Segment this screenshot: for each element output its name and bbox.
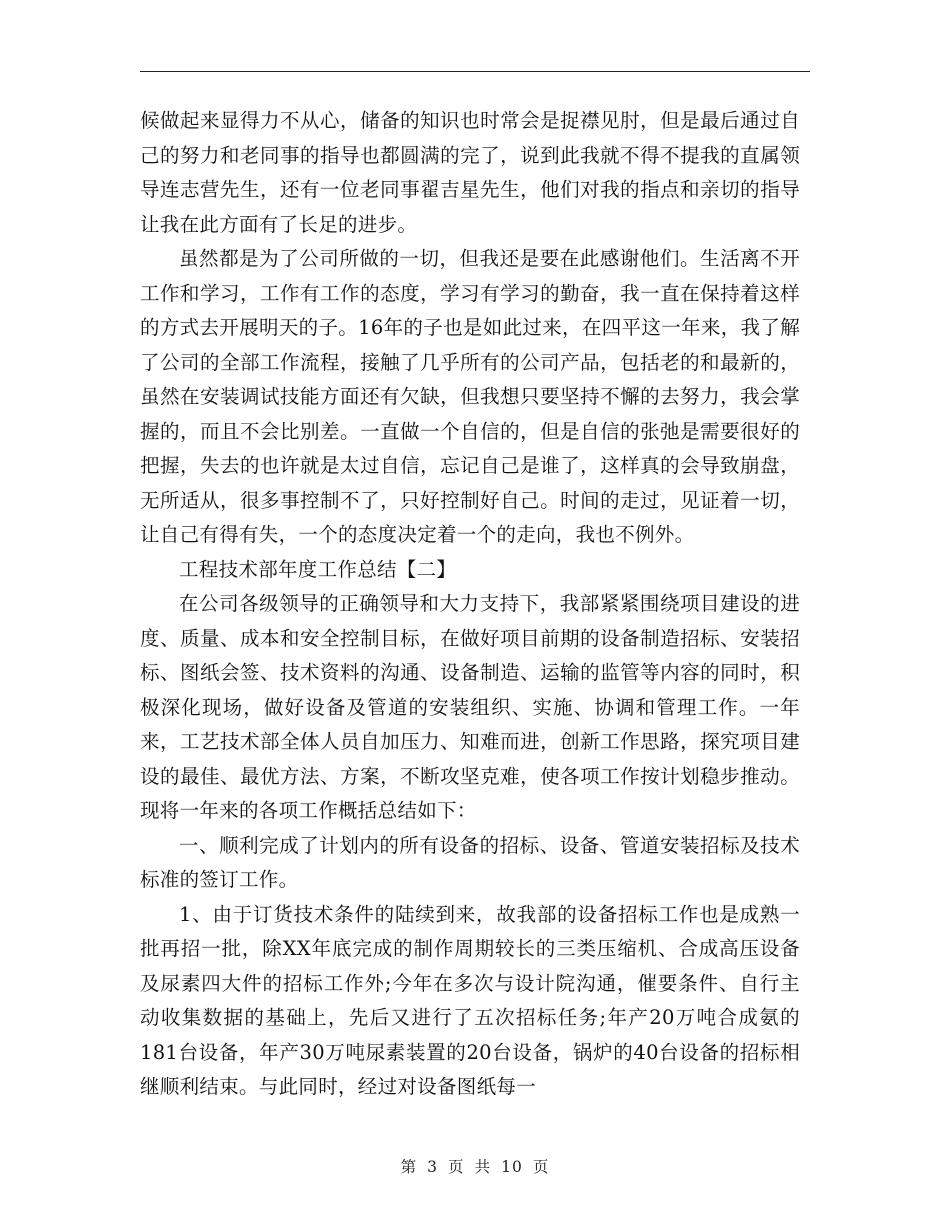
page-number-current: 3 — [427, 1158, 439, 1176]
page-number-total: 10 — [501, 1158, 523, 1176]
footer-suffix: 页 — [532, 1158, 550, 1176]
footer-total-prefix: 共 — [474, 1158, 492, 1176]
section-heading: 工程技术部年度工作总结【二】 — [179, 557, 457, 581]
paragraph-2: 虽然都是为了公司所做的一切，但我还是要在此感谢他们。生活离不开工作和学习，工作有工作的态度，学习有学习的勤奋，我一直在保持着这样的方式去开展明天的子。16年的子也是如此过来，在四平这一年来，我了解了公司的全部工作流程，接触了几乎所有的公司产品，包括老的和最新的，虽然在安装调试技能方面还有欠缺，但我想只要坚持不懈的去努力，我会掌握的，而且不会比别差。一直做一个自信的，但是自信的张弛是需要很好的把握，失去的也许就是太过自信，忘记自己是谁了，这样真的会导致崩盘，无所适从，很多事控制不了，只好控制好自己。时间的走过，见证着一切，让自己有得有失，一个的态度决定着一个的走向，我也不例外。 — [140, 247, 800, 546]
paragraph-4: 一、顺利完成了计划内的所有设备的招标、设备、管道安装招标及技术标准的签订工作。 — [140, 833, 800, 891]
header-rule — [140, 71, 810, 72]
footer-prefix: 第 — [400, 1158, 418, 1176]
document-body — [140, 104, 800, 1105]
paragraph-3: 在公司各级领导的正确领导和大力支持下，我部紧紧围绕项目建设的进度、质量、成本和安全控制目标，在做好项目前期的设备制造招标、安装招标、图纸会签、技术资料的沟通、设备制造、运输的监管等内容的同时，积极深化现场，做好设备及管道的安装组织、实施、协调和管理工作。一年来，工艺技术部全体人员自加压力、知难而进，创新工作思路，探究项目建设的最佳、最优方法、方案，不断攻坚克难，使各项工作按计划稳步推动。现将一年来的各项工作概括总结如下： — [140, 592, 800, 822]
page-footer — [0, 1155, 950, 1177]
footer-mid: 页 — [448, 1158, 465, 1176]
paragraph-1: 候做起来显得力不从心，储备的知识也时常会是捉襟见肘，但是最后通过自己的努力和老同事的指导也都圆满的完了，说到此我就不得不提我的直属领导连志营先生，还有一位老同事翟吉星先生，他们对我的指点和亲切的指导让我在此方面有了长足的进步。 — [140, 109, 800, 236]
paragraph-5: 1、由于订货技术条件的陆续到来，故我部的设备招标工作也是成熟一批再招一批，除XX年底完成的制作周期较长的三类压缩机、合成高压设备及尿素四大件的招标工作外;今年在多次与设计院沟通，催要条件、自行主动收集数据的基础上，先后又进行了五次招标任务;年产20万吨合成氨的181台设备，年产30万吨尿素装置的20台设备，锅炉的40台设备的招标相继顺利结束。与此同时，经过对设备图纸每一 — [140, 902, 800, 1098]
